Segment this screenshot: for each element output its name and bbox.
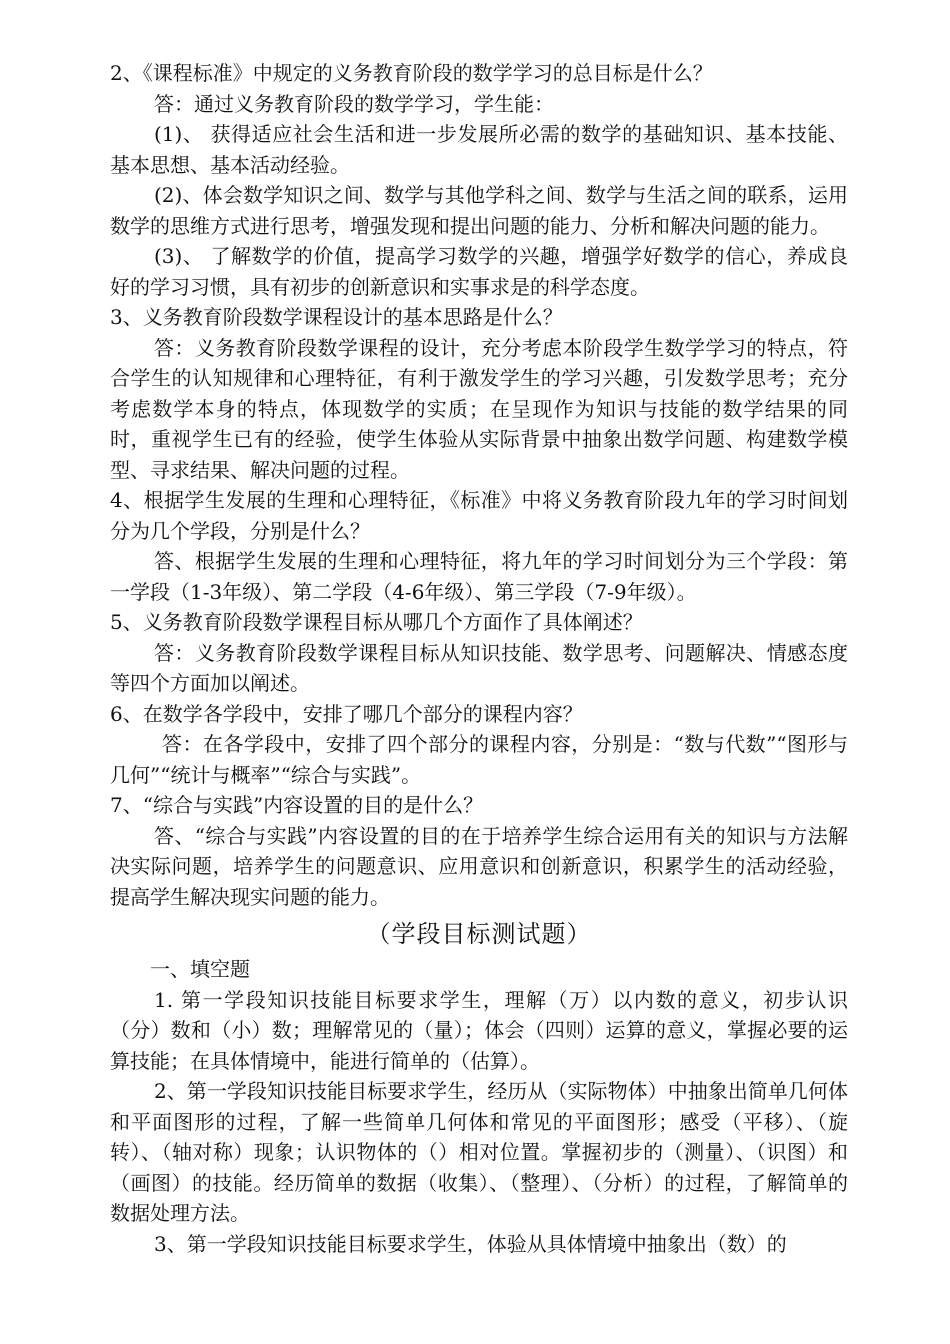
- answer-2-intro: 答：通过义务教育阶段的数学学习，学生能：: [154, 91, 554, 116]
- fill-question-2: 2、第一学段知识技能目标要求学生，经历从（实际物体）中抽象出简单几何体和平面图形的过程，了解一些简单几何体和常见的平面图形；感受（平移）、（旋转）、（轴对称）现象；认识物体的（）相对位置。掌握初步的（测量）、（识图）和（画图）的技能。经历简单的数据（收集）、（整理）、（分析）的过程，了解简单的数据处理方法。: [110, 1079, 848, 1225]
- answer-2-item-1: (1)、 获得适应社会生活和进一步发展所必需的数学的基础知识、基本技能、基本思想、基本活动经验。: [110, 122, 848, 177]
- question-3: 3、义务教育阶段数学课程设计的基本思路是什么？: [110, 305, 563, 329]
- question-6: 6、在数学各学段中，安排了哪几个部分的课程内容？: [110, 701, 583, 726]
- section-title: （学段目标测试题）: [366, 920, 592, 948]
- fill-question-1: 1. 第一学段知识技能目标要求学生，理解（万）以内数的意义，初步认识（分）数和（小）数；理解常见的（量）；体会（四则）运算的意义，掌握必要的运算技能；在具体情境中，能进行简单的（估算）。: [110, 987, 848, 1073]
- answer-2-item-2: (2)、体会数学知识之间、数学与其他学科之间、数学与生活之间的联系，运用数学的思维方式进行思考，增强发现和提出问题的能力、分析和解决问题的能力。: [110, 183, 848, 238]
- answer-3: 答：义务教育阶段数学课程的设计，充分考虑本阶段学生数学学习的特点，符合学生的认知规律和心理特征，有利于激发学生的学习兴趣，引发数学思考；充分考虑数学本身的特点，体现数学的实质；在呈现作为知识与技能的数学结果的同时，重视学生已有的经验，使学生体验从实际背景中抽象出数学问题、构建数学模型、寻求结果、解决问题的过程。: [110, 335, 848, 482]
- document-page: [110, 58, 848, 1259]
- answer-5: 答：义务教育阶段数学课程目标从知识技能、数学思考、问题解决、情感态度等四个方面加以阐述。: [110, 640, 848, 695]
- answer-7: 答、“综合与实践”内容设置的目的在于培养学生综合运用有关的知识与方法解决实际问题，培养学生的问题意识、应用意识和创新意识，积累学生的活动经验，提高学生解决现实问题的能力。: [110, 823, 848, 909]
- question-5: 5、义务教育阶段数学课程目标从哪几个方面作了具体阐述？: [110, 610, 643, 634]
- answer-6: 答：在各学段中，安排了四个部分的课程内容，分别是：“数与代数”“图形与几何”“统计与概率”“综合与实践”。: [110, 732, 848, 787]
- answer-2-item-3: (3)、 了解数学的价值，提高学习数学的兴趣，增强学好数学的信心，养成良好的学习习惯，具有初步的创新意识和实事求是的科学态度。: [110, 244, 848, 299]
- question-7: 7、“综合与实践”内容设置的目的是什么？: [110, 793, 484, 817]
- question-4: 4、根据学生发展的生理和心理特征，《标准》中将义务教育阶段九年的学习时间划分为几个学段，分别是什么？: [110, 488, 848, 543]
- sub-heading: 一、填空题: [150, 957, 250, 981]
- question-2: 2、《课程标准》中规定的义务教育阶段的数学学习的总目标是什么？: [110, 61, 713, 85]
- answer-4: 答、根据学生发展的生理和心理特征，将九年的学习时间划分为三个学段：第一学段（1-3年级）、第二学段（4-6年级）、第三学段（7-9年级）。: [110, 549, 848, 604]
- fill-question-3: 3、第一学段知识技能目标要求学生，体验从具体情境中抽象出（数）的: [154, 1231, 787, 1256]
